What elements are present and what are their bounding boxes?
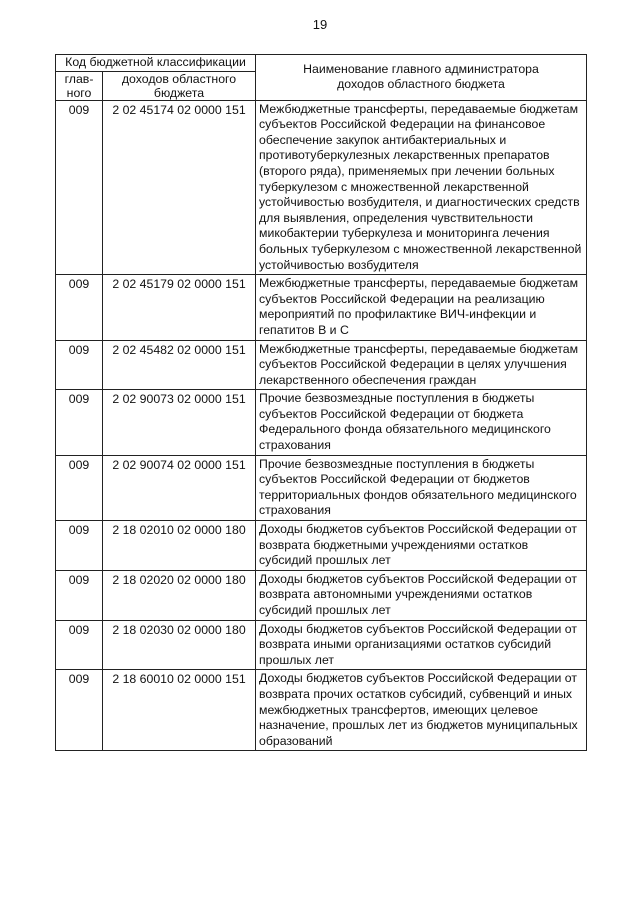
table-row <box>56 620 587 670</box>
budget-code-cell: 2 18 02010 02 0000 180 <box>103 521 256 571</box>
header-admin-line2: ного <box>66 85 92 100</box>
table-row <box>56 100 587 275</box>
admin-code-cell: 009 <box>56 100 103 275</box>
table-row <box>56 340 587 390</box>
budget-code-cell: 2 02 45174 02 0000 151 <box>103 100 256 275</box>
header-income-line2: бюджета <box>153 85 205 100</box>
header-income-col <box>103 71 256 100</box>
income-name-cell: Межбюджетные трансферты, передаваемые бюджетам субъектов Российской Федерации в целях улучшения лекарственного обеспечения граждан <box>256 340 587 390</box>
budget-code-cell: 2 18 02020 02 0000 180 <box>103 570 256 620</box>
table-row <box>56 521 587 571</box>
income-name-cell: Межбюджетные трансферты, передаваемые бюджетам субъектов Российской Федерации на финансовое обеспечение закупок антибактериальных и противотуберкулезных лекарственных препаратов (второго ряда), применяемых при лечении больных туберкулезом с множественной лекарственной устойчивостью возбудителя, и диагностических средств для выявления, определения чувствительности микобактерии туберкулеза и мониторинга лечения больных туберкулезом с множественной лекарственной устойчивостью возбудителя <box>256 100 587 275</box>
header-admin-line1: глав- <box>64 71 94 86</box>
header-name-line1: Наименование главного администратора <box>303 61 539 76</box>
header-income-line1: доходов областного <box>121 71 237 86</box>
header-classification-code: Код бюджетной классификации <box>56 55 256 72</box>
table-row <box>56 275 587 340</box>
budget-code-cell: 2 02 45179 02 0000 151 <box>103 275 256 340</box>
admin-code-cell: 009 <box>56 570 103 620</box>
table-row <box>56 455 587 520</box>
budget-code-cell: 2 18 60010 02 0000 151 <box>103 670 256 751</box>
income-name-cell: Доходы бюджетов субъектов Российской Федерации от возврата бюджетными учреждениями остатков субсидий прошлых лет <box>256 521 587 571</box>
admin-code-cell: 009 <box>56 670 103 751</box>
income-name-cell: Прочие безвозмездные поступления в бюджеты субъектов Российской Федерации от бюджета Федерального фонда обязательного медицинского страхования <box>256 390 587 455</box>
income-name-cell: Доходы бюджетов субъектов Российской Федерации от возврата иными организациями остатков субсидий прошлых лет <box>256 620 587 670</box>
table-row <box>56 570 587 620</box>
budget-code-cell: 2 18 02030 02 0000 180 <box>103 620 256 670</box>
header-admin-col <box>56 71 103 100</box>
budget-classification-table <box>55 54 587 751</box>
admin-code-cell: 009 <box>56 521 103 571</box>
table-row <box>56 670 587 751</box>
header-administrator-name <box>256 55 587 101</box>
income-name-cell: Доходы бюджетов субъектов Российской Федерации от возврата прочих остатков субсидий, субвенций и иных межбюджетных трансфертов, имеющих целевое назначение, прошлых лет из бюджетов муниципальных образований <box>256 670 587 751</box>
header-name-line2: доходов областного бюджета <box>337 77 505 92</box>
budget-code-cell: 2 02 90073 02 0000 151 <box>103 390 256 455</box>
admin-code-cell: 009 <box>56 455 103 520</box>
table-row <box>56 390 587 455</box>
budget-code-cell: 2 02 45482 02 0000 151 <box>103 340 256 390</box>
income-name-cell: Прочие безвозмездные поступления в бюджеты субъектов Российской Федерации от бюджетов территориальных фондов обязательного медицинского страхования <box>256 455 587 520</box>
page-number: 19 <box>312 17 328 32</box>
admin-code-cell: 009 <box>56 340 103 390</box>
income-name-cell: Межбюджетные трансферты, передаваемые бюджетам субъектов Российской Федерации на реализацию мероприятий по профилактике ВИЧ-инфекции и гепатитов B и C <box>256 275 587 340</box>
admin-code-cell: 009 <box>56 275 103 340</box>
income-name-cell: Доходы бюджетов субъектов Российской Федерации от возврата автономными учреждениями остатков субсидий прошлых лет <box>256 570 587 620</box>
budget-code-cell: 2 02 90074 02 0000 151 <box>103 455 256 520</box>
admin-code-cell: 009 <box>56 390 103 455</box>
admin-code-cell: 009 <box>56 620 103 670</box>
header-row-top <box>56 55 587 72</box>
